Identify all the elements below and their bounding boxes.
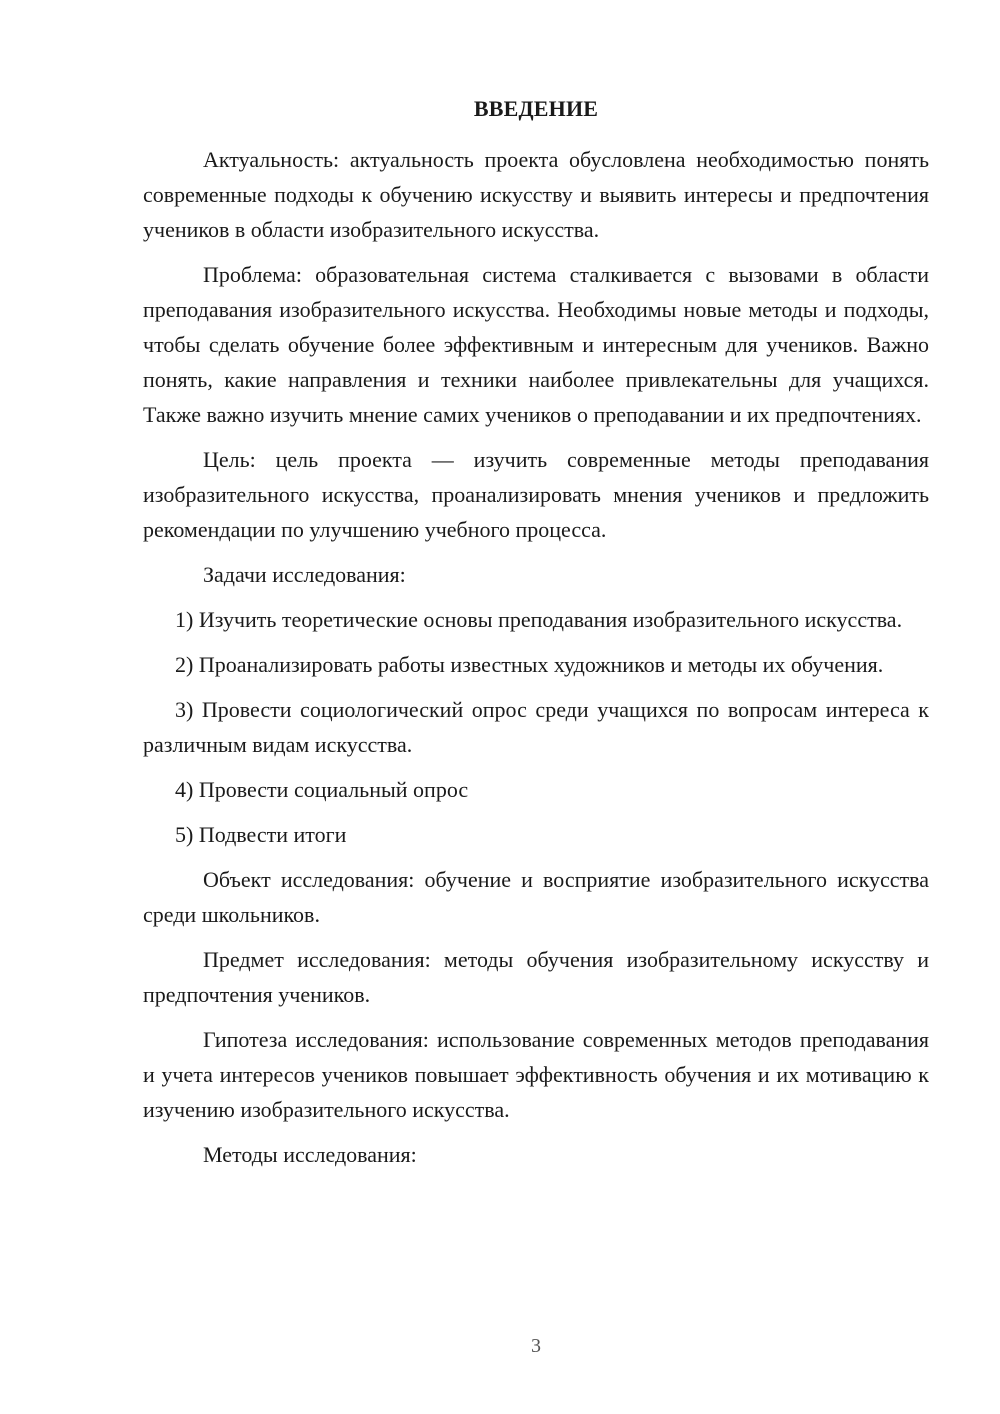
- relevance-paragraph: Актуальность: актуальность проекта обусловлена необходимостью понять современные подходы к обучению искусству и выявить интересы и предпочтения учеников в области изобразительного искусства.: [143, 147, 929, 242]
- goal-paragraph: Цель: цель проекта — изучить современные методы преподавания изобразительного искусства, проанализировать мнения учеников и предложить рекомендации по улучшению учебного процесса.: [143, 447, 929, 542]
- problem-paragraph: Проблема: образовательная система сталкивается с вызовами в области преподавания изобразительного искусства. Необходимы новые методы и подходы, чтобы сделать обучение более эффективным и интересным для учеников. Важно понять, какие направления и техники наиболее привлекательны для учащихся. Также важно изучить мнение самих учеников о преподавании и их предпочтениях.: [143, 262, 929, 427]
- page-content: [143, 94, 929, 1182]
- task-item-2: 2) Проанализировать работы известных художников и методы их обучения.: [175, 652, 884, 677]
- tasks-heading: Задачи исследования:: [203, 562, 406, 587]
- hypothesis-paragraph: Гипотеза исследования: использование современных методов преподавания и учета интересов учеников повышает эффективность обучения и их мотивацию к изучению изобразительного искусства.: [143, 1027, 929, 1122]
- methods-heading: Методы исследования:: [203, 1142, 417, 1167]
- subject-paragraph: Предмет исследования: методы обучения изобразительному искусству и предпочтения учеников.: [143, 947, 929, 1007]
- task-item-4: 4) Провести социальный опрос: [175, 777, 469, 802]
- task-item-3: 3) Провести социологический опрос среди учащихся по вопросам интереса к различным видам искусства.: [143, 697, 929, 757]
- page-number: 3: [531, 1335, 541, 1357]
- task-item-1: 1) Изучить теоретические основы преподавания изобразительного искусства.: [175, 607, 903, 632]
- object-paragraph: Объект исследования: обучение и восприятие изобразительного искусства среди школьников.: [143, 867, 929, 927]
- task-item-5: 5) Подвести итоги: [175, 822, 347, 847]
- section-heading: ВВЕДЕНИЕ: [473, 96, 599, 121]
